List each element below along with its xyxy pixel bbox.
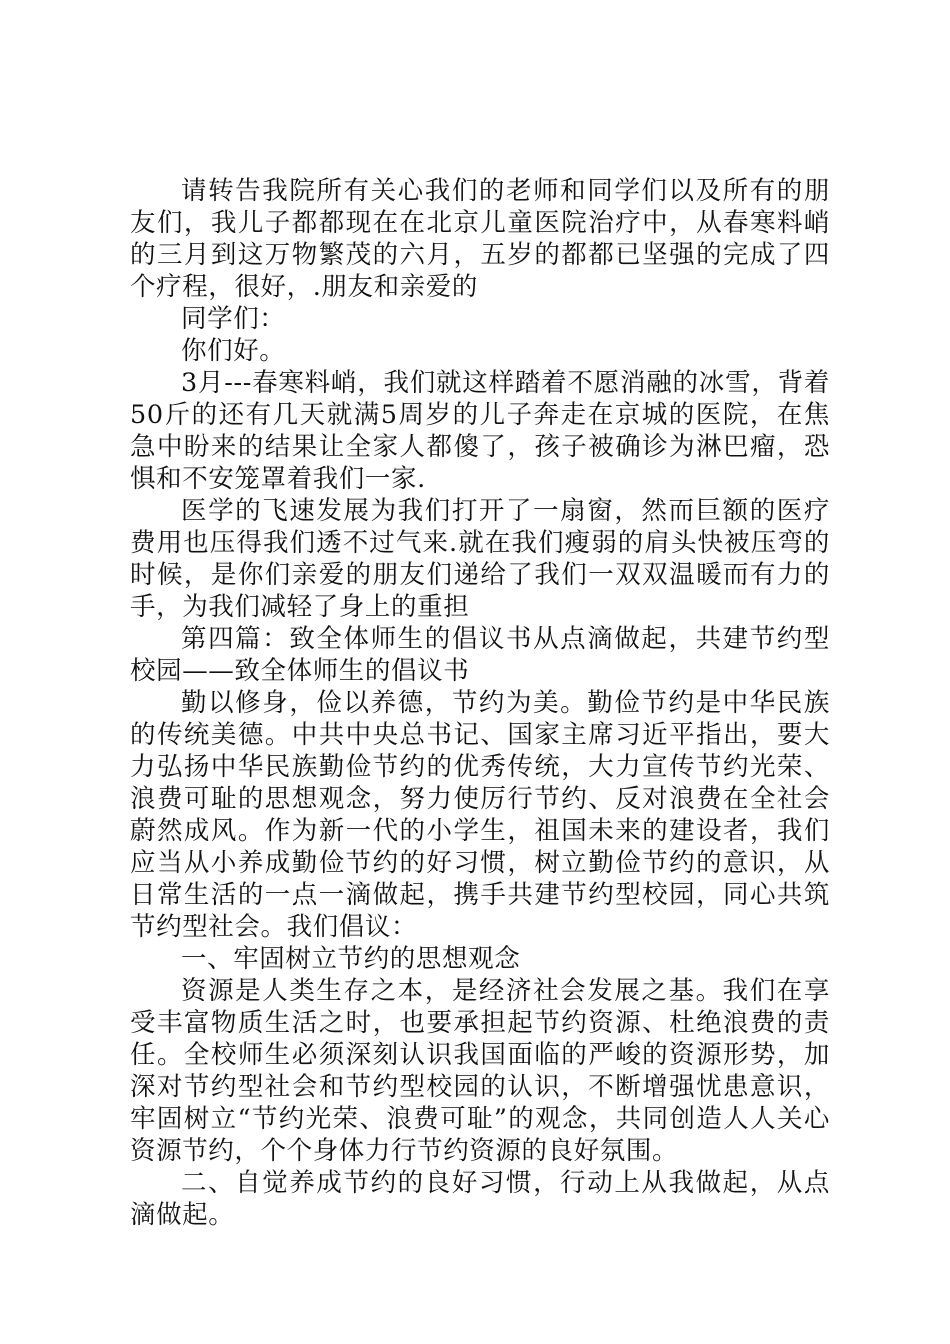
paragraph-intro: 请转告我院所有关心我们的老师和同学们以及所有的朋友们，我儿子都都现在在北京儿童医院治疗中，从春寒料峭的三月到这万物繁茂的六月，五岁的都都已坚强的完成了四个疗程，很好，.朋友和亲爱的 [130, 176, 830, 302]
document-page [130, 175, 830, 1231]
paragraph-thrift-intro: 勤以修身，俭以养德，节约为美。勤俭节约是中华民族的传统美德。中共中央总书记、国家主席习近平指出，要大力弘扬中华民族勤俭节约的优秀传统，大力宣传节约光荣、浪费可耻的思想观念，努力使厉行节约、反对浪费在全社会蔚然成风。作为新一代的小学生，祖国未来的建设者，我们应当从小养成勤俭节约的好习惯，树立勤俭节约的意识，从日常生活的一点一滴做起，携手共建节约型校园，同心共筑节约型社会。我们倡议： [130, 688, 830, 942]
paragraph-greeting: 你们好。 [181, 336, 286, 366]
paragraph-salutation: 同学们： [181, 304, 286, 334]
paragraph-section-heading: 第四篇：致全体师生的倡议书从点滴做起，共建节约型校园——致全体师生的倡议书 [130, 624, 830, 686]
paragraph-march: 3月---春寒料峭，我们就这样踏着不愿消融的冰雪，背着50斤的还有几天就满5周岁的儿子奔走在京城的医院，在焦急中盼来的结果让全家人都傻了，孩子被确诊为淋巴瘤，恐惧和不安笼罩着我们一家. [130, 368, 830, 494]
paragraph-point-one-body: 资源是人类生存之本，是经济社会发展之基。我们在享受丰富物质生活之时，也要承担起节约资源、杜绝浪费的责任。全校师生必须深刻认识我国面临的严峻的资源形势，加深对节约型社会和节约型校园的认识，不断增强忧患意识，牢固树立“节约光荣、浪费可耻”的观念，共同创造人人关心资源节约，个个身体力行节约资源的良好氛围。 [130, 976, 830, 1166]
paragraph-medical: 医学的飞速发展为我们打开了一扇窗，然而巨额的医疗费用也压得我们透不过气来.就在我们瘦弱的肩头快被压弯的时候，是你们亲爱的朋友们递给了我们一双双温暖而有力的手，为我们减轻了身上的重担 [130, 496, 830, 622]
paragraph-point-one-heading: 一、牢固树立节约的思想观念 [181, 944, 521, 974]
paragraph-point-two-heading: 二、自觉养成节约的良好习惯，行动上从我做起，从点滴做起。 [130, 1168, 830, 1230]
